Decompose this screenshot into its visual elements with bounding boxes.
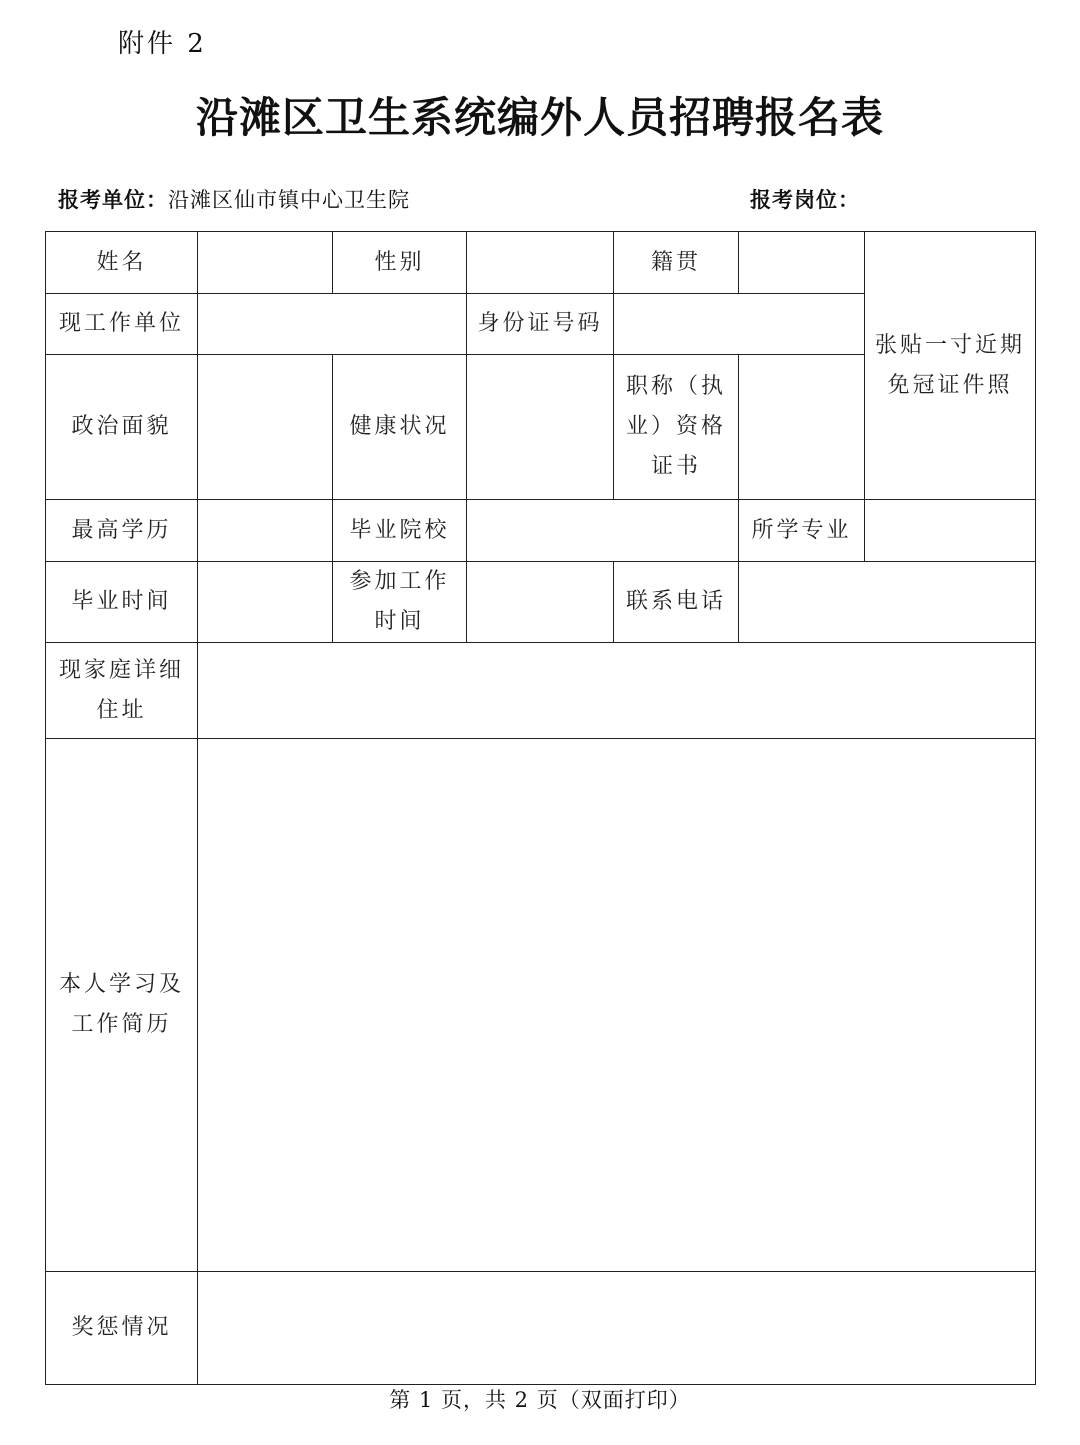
graduate-school-input-cell[interactable] — [467, 500, 739, 562]
graduation-time-label-cell — [46, 562, 198, 643]
native-place-label: 籍贯 — [650, 249, 701, 275]
photo-placeholder-label: 张贴一寸近期免冠证件照 — [875, 332, 1026, 398]
work-start-label: 参加工作时间 — [349, 569, 450, 634]
phone-input-cell[interactable] — [739, 562, 1036, 643]
health-label: 健康状况 — [349, 414, 450, 439]
apply-unit-value: 沿滩区仙市镇中心卫生院 — [168, 188, 410, 212]
home-address-label-cell — [46, 643, 198, 739]
name-input-cell[interactable] — [198, 232, 333, 294]
native-place-label-cell — [614, 232, 739, 294]
major-label-cell — [739, 500, 865, 562]
rewards-label: 奖惩情况 — [71, 1315, 172, 1340]
graduate-school-label: 毕业院校 — [349, 517, 450, 543]
health-input-cell[interactable] — [467, 355, 614, 500]
certificate-input-cell[interactable] — [739, 355, 865, 500]
rewards-input-cell[interactable] — [198, 1272, 1036, 1385]
id-number-label-cell — [467, 294, 614, 355]
work-start-label-cell — [333, 562, 467, 643]
major-label: 所学专业 — [751, 517, 852, 543]
home-address-input-cell[interactable] — [198, 643, 1036, 739]
current-employer-label: 现工作单位 — [58, 311, 184, 336]
current-employer-input-cell[interactable] — [198, 294, 467, 355]
work-start-input-cell[interactable] — [467, 562, 614, 643]
resume-label: 本人学习及工作简历 — [59, 972, 185, 1037]
major-input-cell[interactable] — [865, 500, 1036, 562]
education-label-cell — [46, 500, 198, 562]
gender-label-cell — [333, 232, 467, 294]
political-status-input-cell[interactable] — [198, 355, 333, 500]
apply-unit-row — [58, 184, 410, 216]
gender-label: 性别 — [374, 249, 425, 275]
certificate-label-cell — [614, 355, 739, 500]
home-address-label: 现家庭详细住址 — [59, 657, 185, 723]
education-label: 最高学历 — [71, 517, 172, 543]
form-title: 沿滩区卫生系统编外人员招聘报名表 — [195, 93, 884, 142]
apply-post-row — [750, 184, 860, 216]
apply-unit-label: 报考单位： — [58, 187, 168, 212]
graduate-school-label-cell — [333, 500, 467, 562]
attachment-label: 附件 2 — [118, 29, 207, 59]
current-employer-label-cell — [46, 294, 198, 355]
apply-post-label: 报考岗位： — [750, 187, 860, 212]
name-label: 姓名 — [96, 249, 147, 275]
resume-input-cell[interactable] — [198, 739, 1036, 1272]
graduation-time-input-cell[interactable] — [198, 562, 333, 643]
phone-label-cell — [614, 562, 739, 643]
id-number-input-cell[interactable] — [614, 294, 865, 355]
political-status-label: 政治面貌 — [71, 414, 172, 439]
id-number-label: 身份证号码 — [477, 311, 603, 336]
native-place-input-cell[interactable] — [739, 232, 865, 294]
certificate-label: 职称（执业）资格证书 — [625, 374, 726, 479]
health-label-cell — [333, 355, 467, 500]
name-label-cell — [46, 232, 198, 294]
gender-input-cell[interactable] — [467, 232, 614, 294]
political-status-label-cell — [46, 355, 198, 500]
page-footer: 第 1 页，共 2 页（双面打印） — [389, 1388, 691, 1412]
resume-label-cell — [46, 739, 198, 1272]
registration-form-table — [45, 231, 1036, 1385]
phone-label: 联系电话 — [625, 589, 726, 614]
graduation-time-label: 毕业时间 — [71, 589, 172, 614]
education-input-cell[interactable] — [198, 500, 333, 562]
rewards-label-cell — [46, 1272, 198, 1385]
photo-cell[interactable] — [865, 232, 1036, 500]
